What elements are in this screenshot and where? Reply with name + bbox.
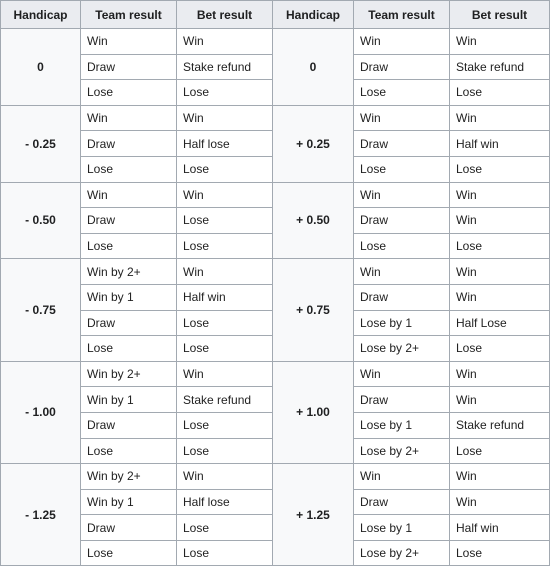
team-result-cell: Lose by 1	[354, 310, 450, 336]
team-result-cell: Lose	[81, 233, 177, 259]
bet-result-cell: Win	[450, 208, 550, 234]
team-result-cell: Draw	[354, 284, 450, 310]
team-result-cell: Win by 2+	[81, 361, 177, 387]
bet-result-cell: Lose	[177, 310, 273, 336]
bet-result-cell: Win	[450, 464, 550, 490]
handicap-cell-left: - 0.75	[1, 259, 81, 361]
header-team-result-left: Team result	[81, 1, 177, 29]
bet-result-cell: Win	[177, 105, 273, 131]
bet-result-cell: Win	[450, 105, 550, 131]
handicap-cell-left: 0	[1, 29, 81, 106]
table-row	[1, 361, 550, 387]
team-result-cell: Win	[354, 361, 450, 387]
team-result-cell: Win	[81, 29, 177, 55]
team-result-cell: Win	[81, 105, 177, 131]
team-result-cell: Win	[354, 259, 450, 285]
handicap-cell-right: + 0.25	[273, 105, 354, 182]
team-result-cell: Draw	[354, 208, 450, 234]
handicap-cell-left: - 1.00	[1, 361, 81, 463]
bet-result-cell: Stake refund	[450, 54, 550, 80]
team-result-cell: Draw	[81, 412, 177, 438]
team-result-cell: Win by 1	[81, 284, 177, 310]
bet-result-cell: Lose	[450, 233, 550, 259]
bet-result-cell: Lose	[450, 80, 550, 106]
bet-result-cell: Stake refund	[177, 387, 273, 413]
bet-result-cell: Lose	[450, 438, 550, 464]
bet-result-cell: Stake refund	[177, 54, 273, 80]
team-result-cell: Win	[354, 182, 450, 208]
header-handicap-right: Handicap	[273, 1, 354, 29]
handicap-cell-right: 0	[273, 29, 354, 106]
team-result-cell: Lose by 1	[354, 412, 450, 438]
team-result-cell: Lose	[354, 156, 450, 182]
team-result-cell: Lose	[81, 336, 177, 362]
header-bet-result-left: Bet result	[177, 1, 273, 29]
team-result-cell: Win by 2+	[81, 464, 177, 490]
bet-result-cell: Lose	[177, 80, 273, 106]
team-result-cell: Draw	[81, 208, 177, 234]
team-result-cell: Win by 1	[81, 489, 177, 515]
team-result-cell: Lose by 1	[354, 515, 450, 541]
team-result-cell: Draw	[354, 54, 450, 80]
header-bet-result-right: Bet result	[450, 1, 550, 29]
bet-result-cell: Win	[177, 361, 273, 387]
bet-result-cell: Win	[450, 387, 550, 413]
table-row	[1, 259, 550, 285]
bet-result-cell: Half win	[450, 131, 550, 157]
bet-result-cell: Half win	[177, 284, 273, 310]
team-result-cell: Lose	[354, 80, 450, 106]
bet-result-cell: Half win	[450, 515, 550, 541]
bet-result-cell: Win	[177, 464, 273, 490]
team-result-cell: Win by 1	[81, 387, 177, 413]
bet-result-cell: Lose	[177, 208, 273, 234]
team-result-cell: Lose by 2+	[354, 336, 450, 362]
team-result-cell: Draw	[81, 515, 177, 541]
header-team-result-right: Team result	[354, 1, 450, 29]
bet-result-cell: Lose	[450, 336, 550, 362]
handicap-cell-right: + 1.00	[273, 361, 354, 463]
team-result-cell: Lose	[354, 233, 450, 259]
team-result-cell: Draw	[81, 131, 177, 157]
handicap-cell-left: - 0.50	[1, 182, 81, 259]
bet-result-cell: Stake refund	[450, 412, 550, 438]
team-result-cell: Draw	[354, 131, 450, 157]
table-row	[1, 182, 550, 208]
team-result-cell: Draw	[81, 54, 177, 80]
bet-result-cell: Win	[450, 182, 550, 208]
bet-result-cell: Lose	[177, 540, 273, 566]
team-result-cell: Win	[354, 29, 450, 55]
team-result-cell: Lose by 2+	[354, 540, 450, 566]
header-row	[1, 1, 550, 29]
bet-result-cell: Lose	[177, 515, 273, 541]
team-result-cell: Lose	[81, 438, 177, 464]
team-result-cell: Lose	[81, 80, 177, 106]
bet-result-cell: Win	[450, 284, 550, 310]
handicap-cell-right: + 0.75	[273, 259, 354, 361]
bet-result-cell: Lose	[177, 438, 273, 464]
bet-result-cell: Half lose	[177, 131, 273, 157]
bet-result-cell: Win	[450, 29, 550, 55]
team-result-cell: Win by 2+	[81, 259, 177, 285]
bet-result-cell: Lose	[450, 540, 550, 566]
bet-result-cell: Win	[450, 361, 550, 387]
team-result-cell: Draw	[354, 489, 450, 515]
team-result-cell: Win	[354, 105, 450, 131]
bet-result-cell: Half lose	[177, 489, 273, 515]
table-row	[1, 105, 550, 131]
bet-result-cell: Half Lose	[450, 310, 550, 336]
table-row	[1, 29, 550, 55]
table-row	[1, 464, 550, 490]
header-handicap-left: Handicap	[1, 1, 81, 29]
bet-result-cell: Lose	[177, 412, 273, 438]
handicap-cell-right: + 1.25	[273, 464, 354, 566]
bet-result-cell: Lose	[177, 233, 273, 259]
team-result-cell: Win	[81, 182, 177, 208]
team-result-cell: Lose by 2+	[354, 438, 450, 464]
team-result-cell: Win	[354, 464, 450, 490]
handicap-cell-left: - 0.25	[1, 105, 81, 182]
handicap-cell-left: - 1.25	[1, 464, 81, 566]
bet-result-cell: Win	[177, 259, 273, 285]
team-result-cell: Lose	[81, 156, 177, 182]
team-result-cell: Draw	[81, 310, 177, 336]
table-body	[1, 29, 550, 566]
bet-result-cell: Win	[450, 259, 550, 285]
bet-result-cell: Lose	[177, 156, 273, 182]
bet-result-cell: Win	[177, 182, 273, 208]
team-result-cell: Draw	[354, 387, 450, 413]
team-result-cell: Lose	[81, 540, 177, 566]
bet-result-cell: Win	[450, 489, 550, 515]
bet-result-cell: Lose	[450, 156, 550, 182]
bet-result-cell: Win	[177, 29, 273, 55]
handicap-cell-right: + 0.50	[273, 182, 354, 259]
bet-result-cell: Lose	[177, 336, 273, 362]
